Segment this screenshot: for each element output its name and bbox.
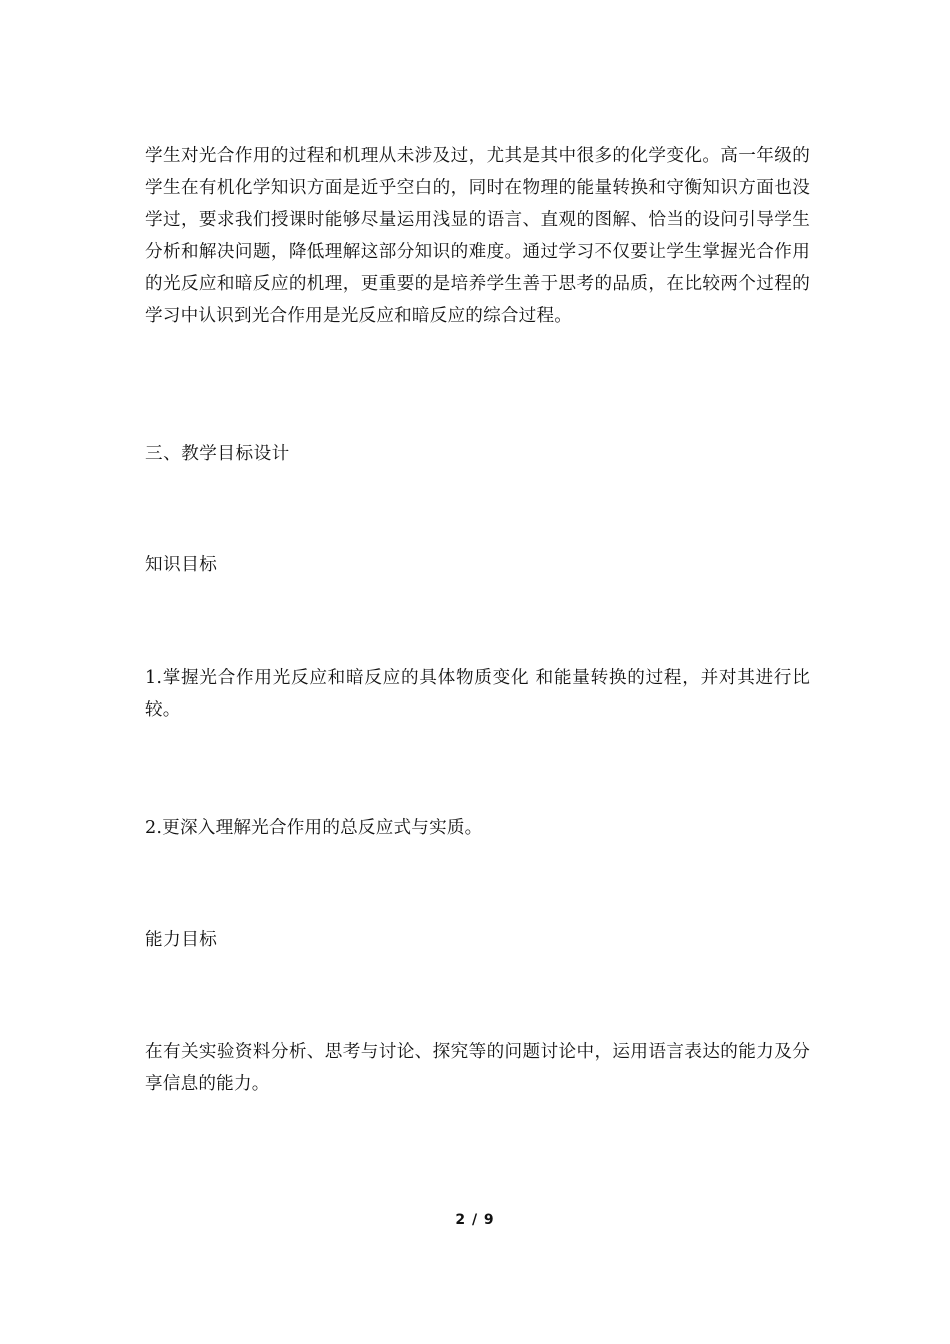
knowledge-goals-heading: 知识目标 [145,555,218,575]
ability-goals-text: 在有关实验资料分析、思考与讨论、探究等的问题讨论中，运用语言表达的能力及分享信息的能力。 [145,1042,810,1094]
knowledge-goal-item-2: 2.更深入理解光合作用的总反应式与实质。 [145,818,483,838]
section-heading: 三、教学目标设计 [145,444,290,464]
knowledge-goal-item-1: 1.掌握光合作用光反应和暗反应的具体物质变化 和能量转换的过程，并对其进行比较。 [145,668,810,720]
ability-goals-heading: 能力目标 [145,930,218,950]
page-number: 2 / 9 [455,1212,495,1228]
intro-paragraph: 学生对光合作用的过程和机理从未涉及过，尤其是其中很多的化学变化。高一年级的学生在有机化学知识方面是近乎空白的，同时在物理的能量转换和守衡知识方面也没学过，要求我们授课时能够尽量运用浅显的语言、直观的图解、恰当的设问引导学生分析和解决问题，降低理解这部分知识的难度。通过学习不仅要让学生掌握光合作用的光反应和暗反应的机理，更重要的是培养学生善于思考的品质，在比较两个过程的学习中认识到光合作用是光反应和暗反应的综合过程。 [145,146,810,326]
